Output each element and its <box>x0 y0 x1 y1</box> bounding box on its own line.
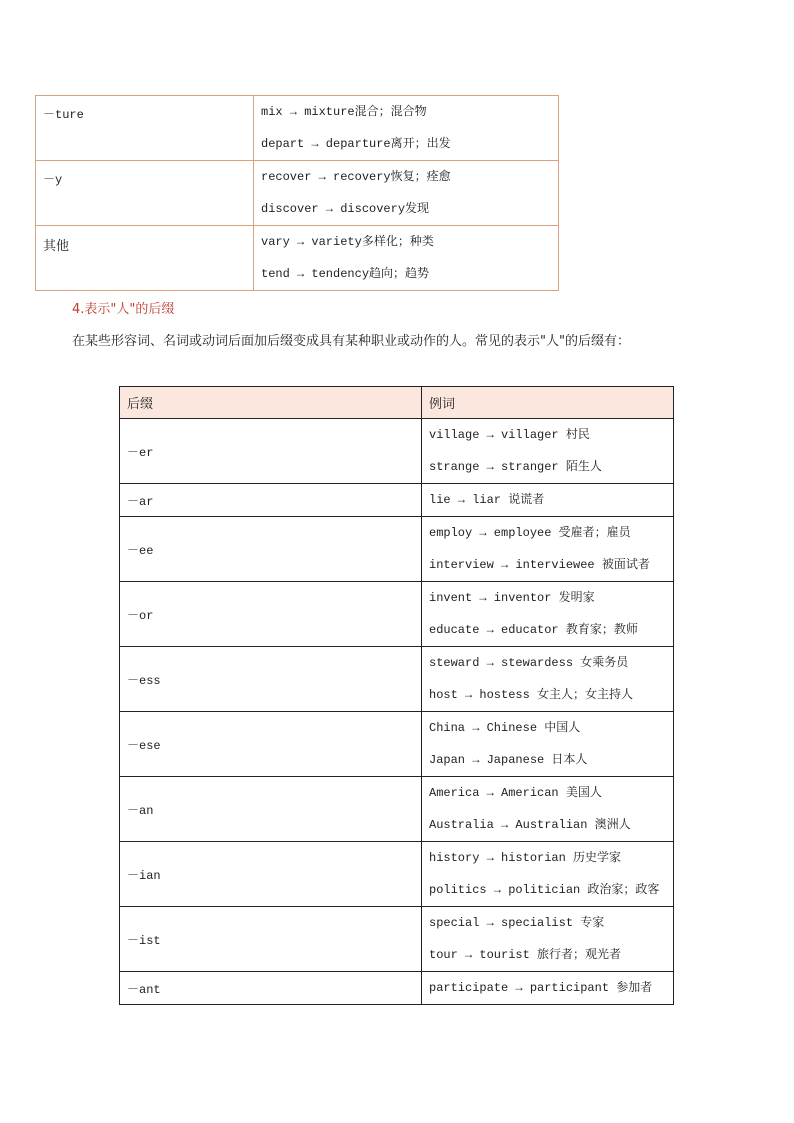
example-line: steward → stewardess 女乘务员 <box>429 656 629 670</box>
table-header-row <box>120 387 674 419</box>
suffix-cell: －ist <box>120 907 422 972</box>
suffix-cell: －or <box>120 582 422 647</box>
table-row <box>120 484 674 517</box>
examples-cell <box>422 972 674 1005</box>
suffix-cell: －er <box>120 419 422 484</box>
example-line: village → villager 村民 <box>429 428 590 442</box>
suffix-cell: －y <box>36 161 254 226</box>
example-line: tour → tourist 旅行者；观光者 <box>429 948 622 962</box>
table-row <box>36 226 559 291</box>
table-row <box>36 161 559 226</box>
table-row <box>120 907 674 972</box>
example-line: special → specialist 专家 <box>429 916 605 930</box>
header-suffix: 后缀 <box>120 387 422 419</box>
intro-paragraph: 在某些形容词、名词或动词后面加后缀变成具有某种职业或动作的人。常见的表示"人"的后缀有： <box>72 334 630 349</box>
suffix-cell: －ee <box>120 517 422 582</box>
table-row <box>120 647 674 712</box>
example-line: mix → mixture混合；混合物 <box>261 105 427 119</box>
example-line: depart → departure离开；出发 <box>261 137 451 151</box>
example-line: host → hostess 女主人；女主持人 <box>429 688 634 702</box>
example-line: history → historian 历史学家 <box>429 851 622 865</box>
examples-cell <box>422 907 674 972</box>
examples-cell <box>422 647 674 712</box>
table-row <box>36 96 559 161</box>
suffix-cell: －an <box>120 777 422 842</box>
suffix-cell: －ese <box>120 712 422 777</box>
suffix-cell: 其他 <box>36 226 254 291</box>
example-line: recover → recovery恢复；痊愈 <box>261 170 451 184</box>
table-row <box>120 517 674 582</box>
examples-cell <box>422 419 674 484</box>
suffix-cell: －ian <box>120 842 422 907</box>
example-line: China → Chinese 中国人 <box>429 721 581 735</box>
examples-cell <box>422 777 674 842</box>
examples-cell <box>254 161 559 226</box>
example-line: educate → educator 教育家；教师 <box>429 623 638 637</box>
example-line: lie → liar 说谎者 <box>429 493 545 507</box>
examples-cell <box>422 484 674 517</box>
example-line: vary → variety多样化；种类 <box>261 235 434 249</box>
suffix-cell: －ess <box>120 647 422 712</box>
table-row <box>120 712 674 777</box>
example-line: Japan → Japanese 日本人 <box>429 753 588 767</box>
table-row <box>120 419 674 484</box>
suffix-cell: －ant <box>120 972 422 1005</box>
section-heading: 4.表示"人"的后缀 <box>72 302 175 317</box>
example-line: discover → discovery发现 <box>261 202 430 216</box>
example-line: strange → stranger 陌生人 <box>429 460 602 474</box>
suffix-table-continued <box>35 95 559 291</box>
example-line: tend → tendency趋向；趋势 <box>261 267 430 281</box>
examples-cell <box>422 517 674 582</box>
example-line: interview → interviewee 被面试者 <box>429 558 650 572</box>
suffix-cell: －ar <box>120 484 422 517</box>
table-row <box>120 972 674 1005</box>
table-row <box>120 777 674 842</box>
table-row <box>120 582 674 647</box>
examples-cell <box>254 226 559 291</box>
person-suffix-table <box>119 386 674 1005</box>
examples-cell <box>422 842 674 907</box>
examples-cell <box>422 582 674 647</box>
header-examples: 例词 <box>422 387 674 419</box>
example-line: participate → participant 参加者 <box>429 981 653 995</box>
example-line: Australia → Australian 澳洲人 <box>429 818 631 832</box>
example-line: America → American 美国人 <box>429 786 602 800</box>
example-line: invent → inventor 发明家 <box>429 591 595 605</box>
example-line: politics → politician 政治家；政客 <box>429 883 660 897</box>
suffix-cell: －ture <box>36 96 254 161</box>
table-row <box>120 842 674 907</box>
example-line: employ → employee 受雇者；雇员 <box>429 526 631 540</box>
examples-cell <box>422 712 674 777</box>
examples-cell <box>254 96 559 161</box>
